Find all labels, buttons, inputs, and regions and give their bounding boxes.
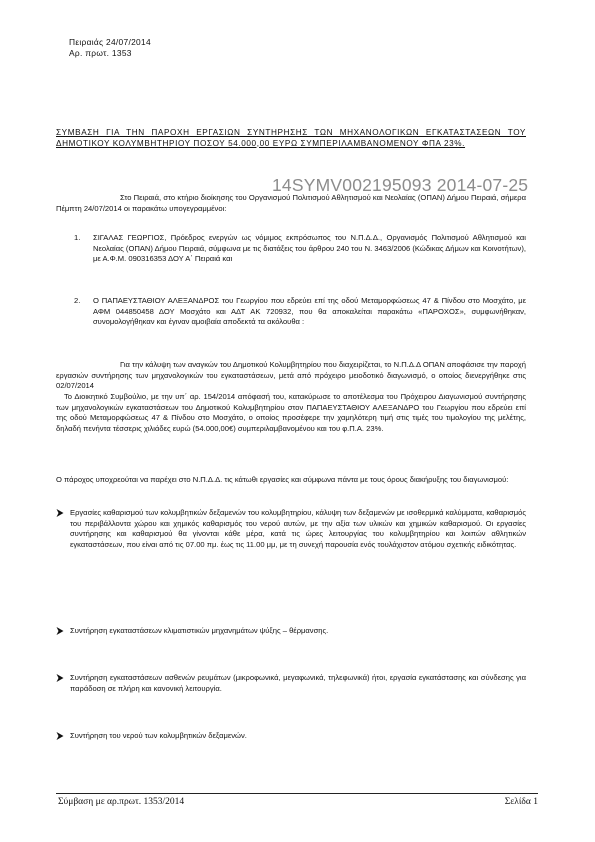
diavgeia-stamp: 14SYMV002195093 2014-07-25 <box>272 175 529 195</box>
page-number: Σελίδα 1 <box>504 797 538 807</box>
protocol-number: Αρ. πρωτ. 1353 <box>69 48 132 58</box>
arrow-bullet-icon <box>56 731 64 741</box>
intro-paragraph: Στο Πειραιά, στο κτήριο διοίκησης του Οργανισμού Πολιτισμού Αθλητισμού και Νεολαίας (ΟΠΑΝ) Δήμου Πειραιά, σήμερα Πέμπτη 24/07/2014 οι παρακάτω υπογεγραμμένοι: <box>56 193 526 213</box>
contract-title: ΣΥΜΒΑΣΗ ΓΙΑ ΤΗΝ ΠΑΡΟΧΗ ΕΡΓΑΣΙΩΝ ΣΥΝΤΗΡΗΣΗΣ ΤΩΝ ΜΗΧΑΝΟΛΟΓΙΚΩΝ ΕΓΚΑΤΑΣΤΑΣΕΩΝ ΤΟΥ ΔΗΜΟΤΙΚΟΥ ΚΟΛΥΜΒΗΤΗΡΙΟΥ ΠΟΣΟΥ 54.000,00 ΕΥΡΩ ΣΥΜΠΕΡΙΛΑΜΒΑΝΟΜΕΝΟΥ ΦΠΑ 23%. <box>56 128 526 148</box>
arrow-bullet-icon <box>56 508 64 518</box>
party-text: Ο ΠΑΠΑΕΥΣΤΑΘΙΟΥ ΑΛΕΞΑΝΔΡΟΣ του Γεωργίου που εδρεύει επί της οδού Μεταμορφώσεως 47 & Πίνδου στο Μοσχάτο, με ΑΦΜ 044850458 ΔΟΥ Μοσχάτο και ΑΔΤ ΑΚ 720932, που θα αποκαλείται παρακάτω «ΠΑΡΟΧΟΣ», συμφωνήθηκαν, συνομολογήθηκαν και έγιναν αμοιβαία αποδεκτά τα ακόλουθα : <box>93 296 526 327</box>
party-text: ΣΙΓΑΛΑΣ ΓΕΩΡΓΙΟΣ, Πρόεδρος ενεργών ως νόμιμος εκπρόσωπος του Ν.Π.Δ.Δ., Οργανισμός Πολιτισμού Αθλητισμού και Νεολαίας (ΟΠΑΝ) Δήμου Πειραιά, σύμφωνα με τις διατάξεις του άρθρου 240 του Ν. 3463/2006 (Κώδικας Δήμων και Κοινοτήτων), με Α.Φ.Μ. 090316353 ΔΟΥ Α΄ Πειραιά και <box>93 233 526 264</box>
party-number: 1. <box>74 233 81 242</box>
paragraph-obligations: Ο πάροχος υποχρεούται να παρέχει στο Ν.Π.Δ.Δ. τις κάτωθι εργασίες και σύμφωνα πάντα με τους όρους διακήρυξης του διαγωνισμού: <box>56 475 509 484</box>
arrow-bullet-icon <box>56 626 64 636</box>
party-number: 2. <box>74 296 81 305</box>
paragraph-award-need: Για την κάλυψη των αναγκών του Δημοτικού Κολυμβητηρίου που διαχειρίζεται, το Ν.Π.Δ.Δ ΟΠΑΝ αποφάσισε την παροχή εργασιών συντήρησης των μηχανολογικών του εγκαταστάσεων, μετά από πρόχειρο μειοδοτικό διαγωνισμό, ο οποίος διενεργήθηκε στις 02/07/2014 <box>56 360 526 391</box>
paragraph-board-decision: Το Διοικητικό Συμβούλιο, με την υπ΄ αρ. 154/2014 απόφασή του, κατακύρωσε το αποτέλεσμα του Πρόχειρου Διαγωνισμού συντήρησης των μηχανολογικών εγκαταστάσεων του Δημοτικού Κολυμβητηρίου στον ΠΑΠΑΕΥΣΤΑΘΙΟΥ ΑΛΕΞΑΝΔΡΟ του Γεωργίου που εδρεύει επί της οδού Μεταμορφώσεως 47 & Πίνδου στο Μοσχάτο, ο οποίος προσέφερε την χαμηλότερη τιμή στις τιμές του τιμολογίου της μελέτης, δηλαδή πενήντα τέσσερις χιλιάδες ευρώ (54.000,00€) συμπεριλαμβανομένου και του φ.Π.Α. 23%. <box>56 392 526 433</box>
arrow-bullet-icon <box>56 673 64 683</box>
place-date: Πειραιάς 24/07/2014 <box>69 37 151 47</box>
list-item-text: Συντήρηση εγκαταστάσεων κλιματιστικών μηχανημάτων ψύξης – θέρμανσης. <box>70 626 329 635</box>
list-item-text: Εργασίες καθαρισμού των κολυμβητικών δεξαμενών του κολυμβητηρίου, κάλυψη των δεξαμενών με ισοθερμικά καλύμματα, καθαρισμός του περιβάλλοντα χώρου και χημικός καθαρισμός του νερού αυτών, με την αξία των υλικών και χημικών καθαρισμού. Οι εργασίες συντήρησης και καθαρισμού θα γίνονται κάθε μέρα, κατά τις ώρες λειτουργίας του κολυμβητηρίου και λοιπών αθλητικών εγκαταστάσεων, που είναι από τις 07.00 πμ. έως τις 11.00 μμ, με τη συνεχή παρουσία ενός τουλάχιστον ατόμου σχετικής ειδικότητας. <box>70 508 526 549</box>
list-item-text: Συντήρηση του νερού των κολυμβητικών δεξαμενών. <box>70 731 247 740</box>
footer-reference: Σύμβαση με αρ.πρωτ. 1353/2014 <box>58 797 185 807</box>
footer-divider <box>56 793 538 794</box>
list-item-text: Συντήρηση εγκαταστάσεων ασθενών ρευμάτων (μικροφωνικά, μεγαφωνικά, τηλεφωνικά) ήτοι, εργασία εγκατάστασης και σύνδεσης για παράδοση σε πλήρη και κανονική λειτουργία. <box>70 673 526 693</box>
